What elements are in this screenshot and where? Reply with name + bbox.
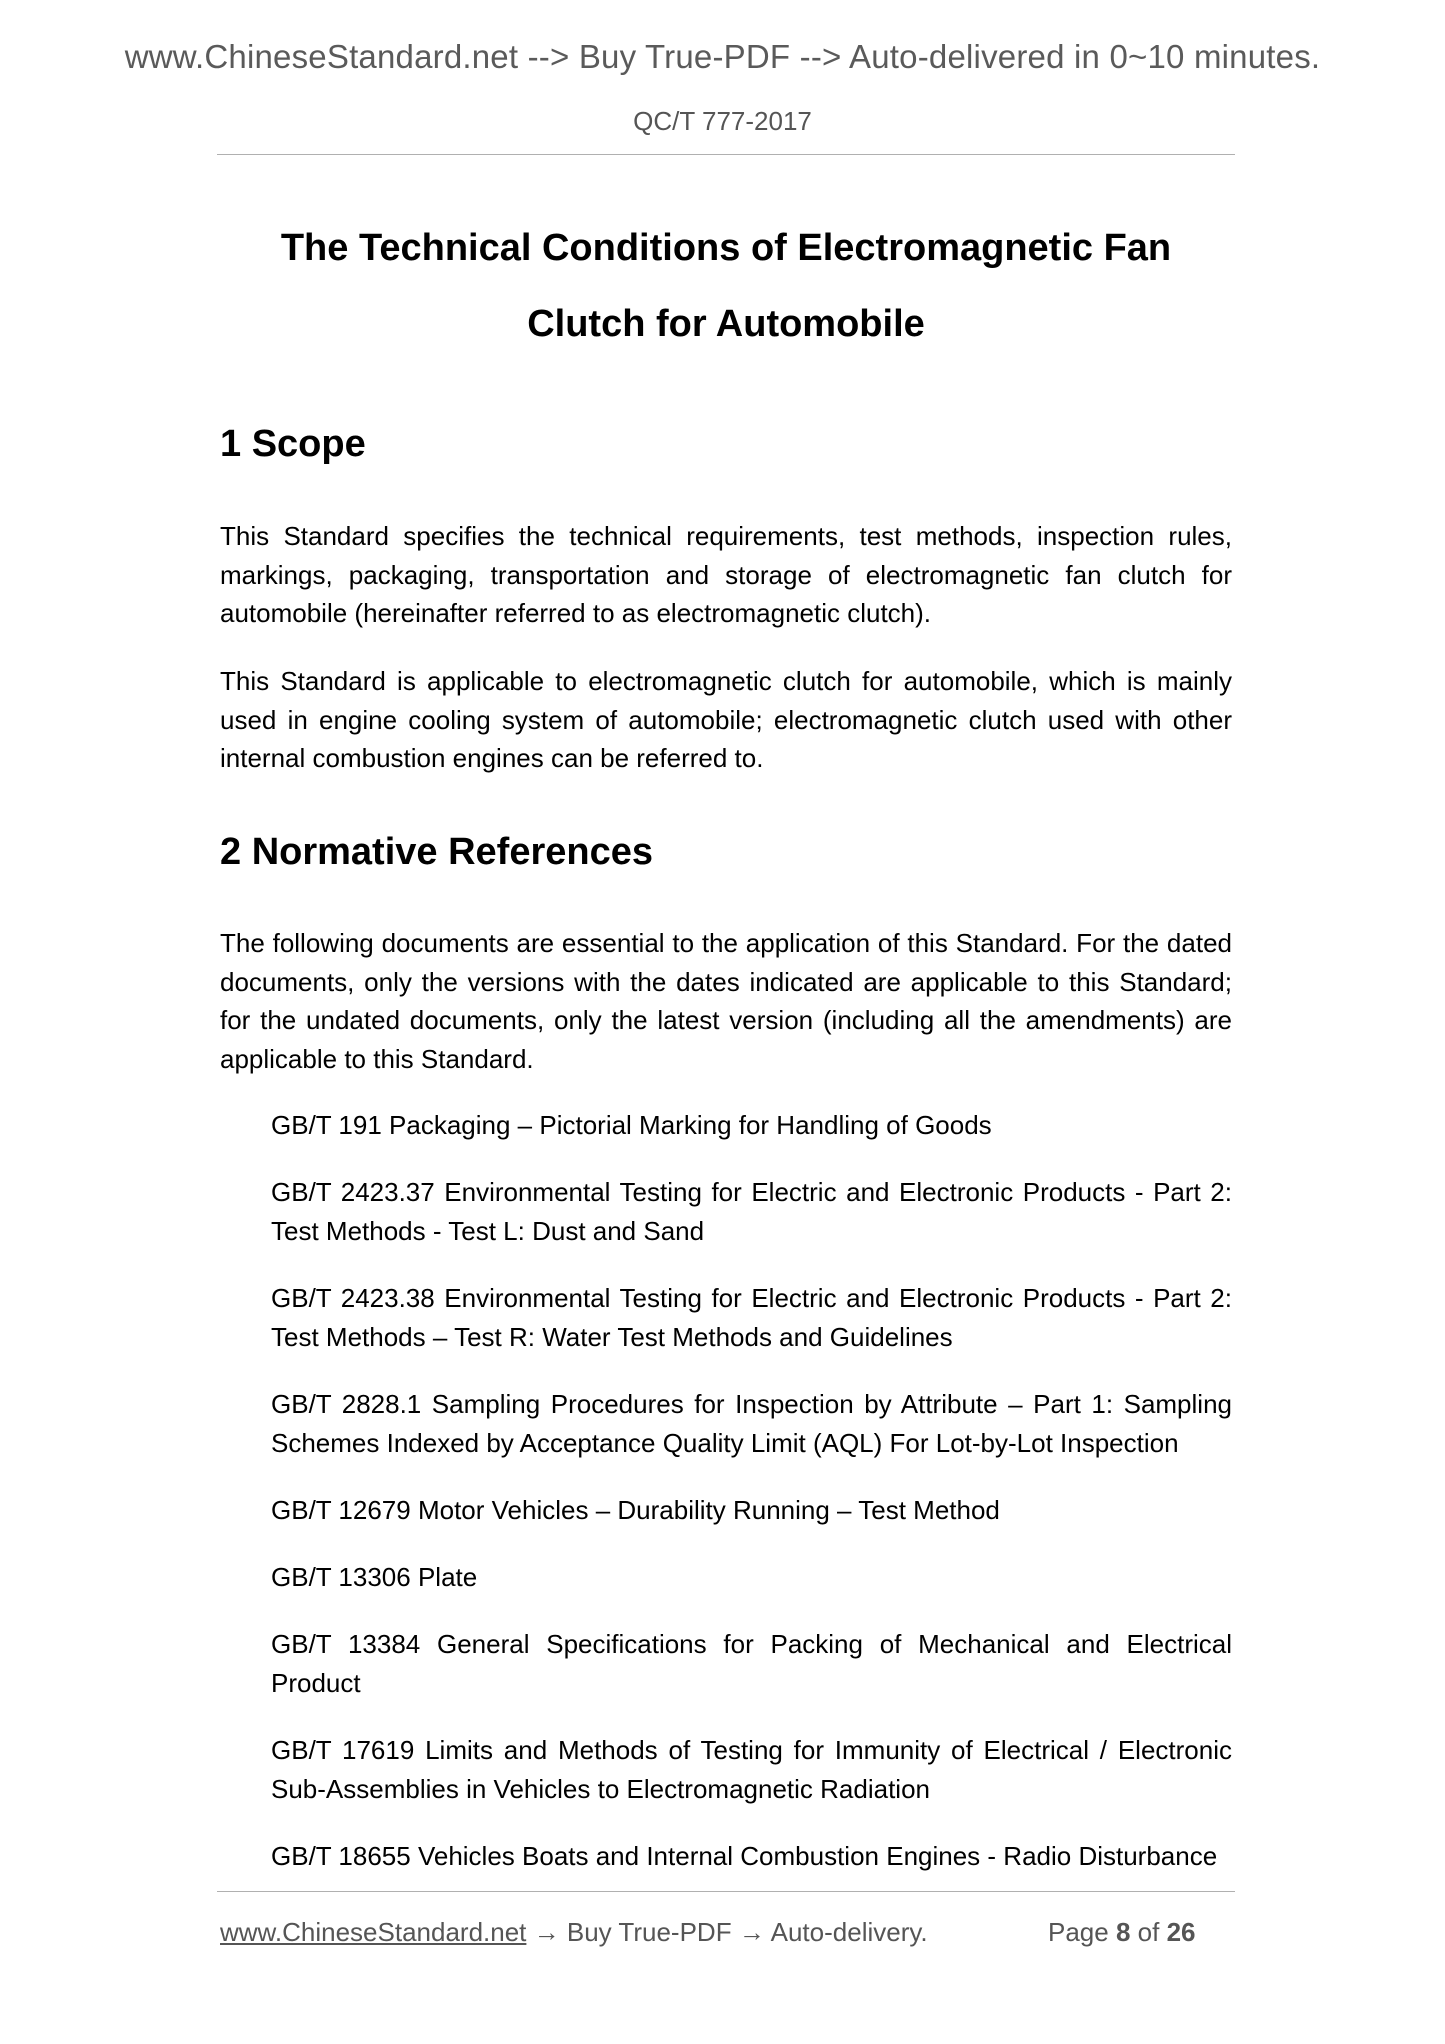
page-number: 8 <box>1115 1917 1131 1947</box>
footer-delivery-text: Auto-delivery. <box>770 1917 928 1947</box>
top-banner: www.ChineseStandard.net --> Buy True-PDF --> Auto-delivered in 0~10 minutes. <box>124 38 1321 75</box>
footer-site-link[interactable]: www.ChineseStandard.net <box>220 1917 527 1947</box>
reference-item: GB/T 12679 Motor Vehicles – Durability Running – Test Method <box>271 1495 1000 1525</box>
scope-paragraph-1: This Standard specifies the technical requirements, test methods, inspection rules, markings, packaging, transportation and storage of electromagnetic fan clutch for automobile (hereinafter referred to as electromagnetic clutch). <box>220 521 1232 628</box>
references-intro: The following documents are essential to the application of this Standard. For the dated documents, only the versions with the dates indicated are applicable to this Standard; for the undated documents, only the latest version (including all the amendments) are applicable to this Standard. <box>220 928 1232 1074</box>
scope-paragraph-2: This Standard is applicable to electromagnetic clutch for automobile, which is mainly used in engine cooling system of automobile; electromagnetic clutch used with other internal combustion engines can be referred to. <box>220 666 1232 773</box>
section-heading-scope: 1 Scope <box>220 423 366 465</box>
header-divider <box>217 154 1235 155</box>
reference-item: GB/T 13306 Plate <box>271 1562 478 1592</box>
page-total: 26 <box>1166 1917 1196 1947</box>
page-label: Page <box>1048 1917 1109 1947</box>
title-line-2: Clutch for Automobile <box>527 303 925 345</box>
title-line-1: The Technical Conditions of Electromagnetic Fan <box>280 227 1172 269</box>
footer-buy-text: Buy True-PDF <box>566 1917 732 1947</box>
reference-item: GB/T 2423.38 Environmental Testing for Electric and Electronic Products - Part 2: Test Methods – Test R: Water Test Methods and Guidelines <box>271 1283 1232 1352</box>
page-indicator <box>1048 1917 1196 1948</box>
arrow-right-icon: → <box>738 1917 765 1947</box>
document-code: QC/T 777-2017 <box>633 106 812 136</box>
arrow-right-icon: → <box>533 1917 560 1947</box>
reference-item: GB/T 2828.1 Sampling Procedures for Inspection by Attribute – Part 1: Sampling Schemes Indexed by Acceptance Quality Limit (AQL) For Lot-by-Lot Inspection <box>271 1389 1232 1458</box>
footer-promo <box>220 1917 928 1948</box>
reference-item: GB/T 191 Packaging – Pictorial Marking for Handling of Goods <box>271 1110 992 1140</box>
reference-item: GB/T 2423.37 Environmental Testing for Electric and Electronic Products - Part 2: Test Methods - Test L: Dust and Sand <box>271 1177 1232 1246</box>
page-of-label: of <box>1137 1917 1160 1947</box>
document-title <box>217 210 1235 362</box>
reference-item: GB/T 13384 General Specifications for Packing of Mechanical and Electrical Product <box>271 1629 1232 1698</box>
section-heading-normative-references: 2 Normative References <box>220 831 653 873</box>
reference-item: GB/T 18655 Vehicles Boats and Internal Combustion Engines - Radio Disturbance <box>271 1841 1218 1871</box>
reference-item: GB/T 17619 Limits and Methods of Testing for Immunity of Electrical / Electronic Sub-Assemblies in Vehicles to Electromagnetic Radiation <box>271 1735 1232 1804</box>
footer-divider <box>217 1891 1235 1892</box>
